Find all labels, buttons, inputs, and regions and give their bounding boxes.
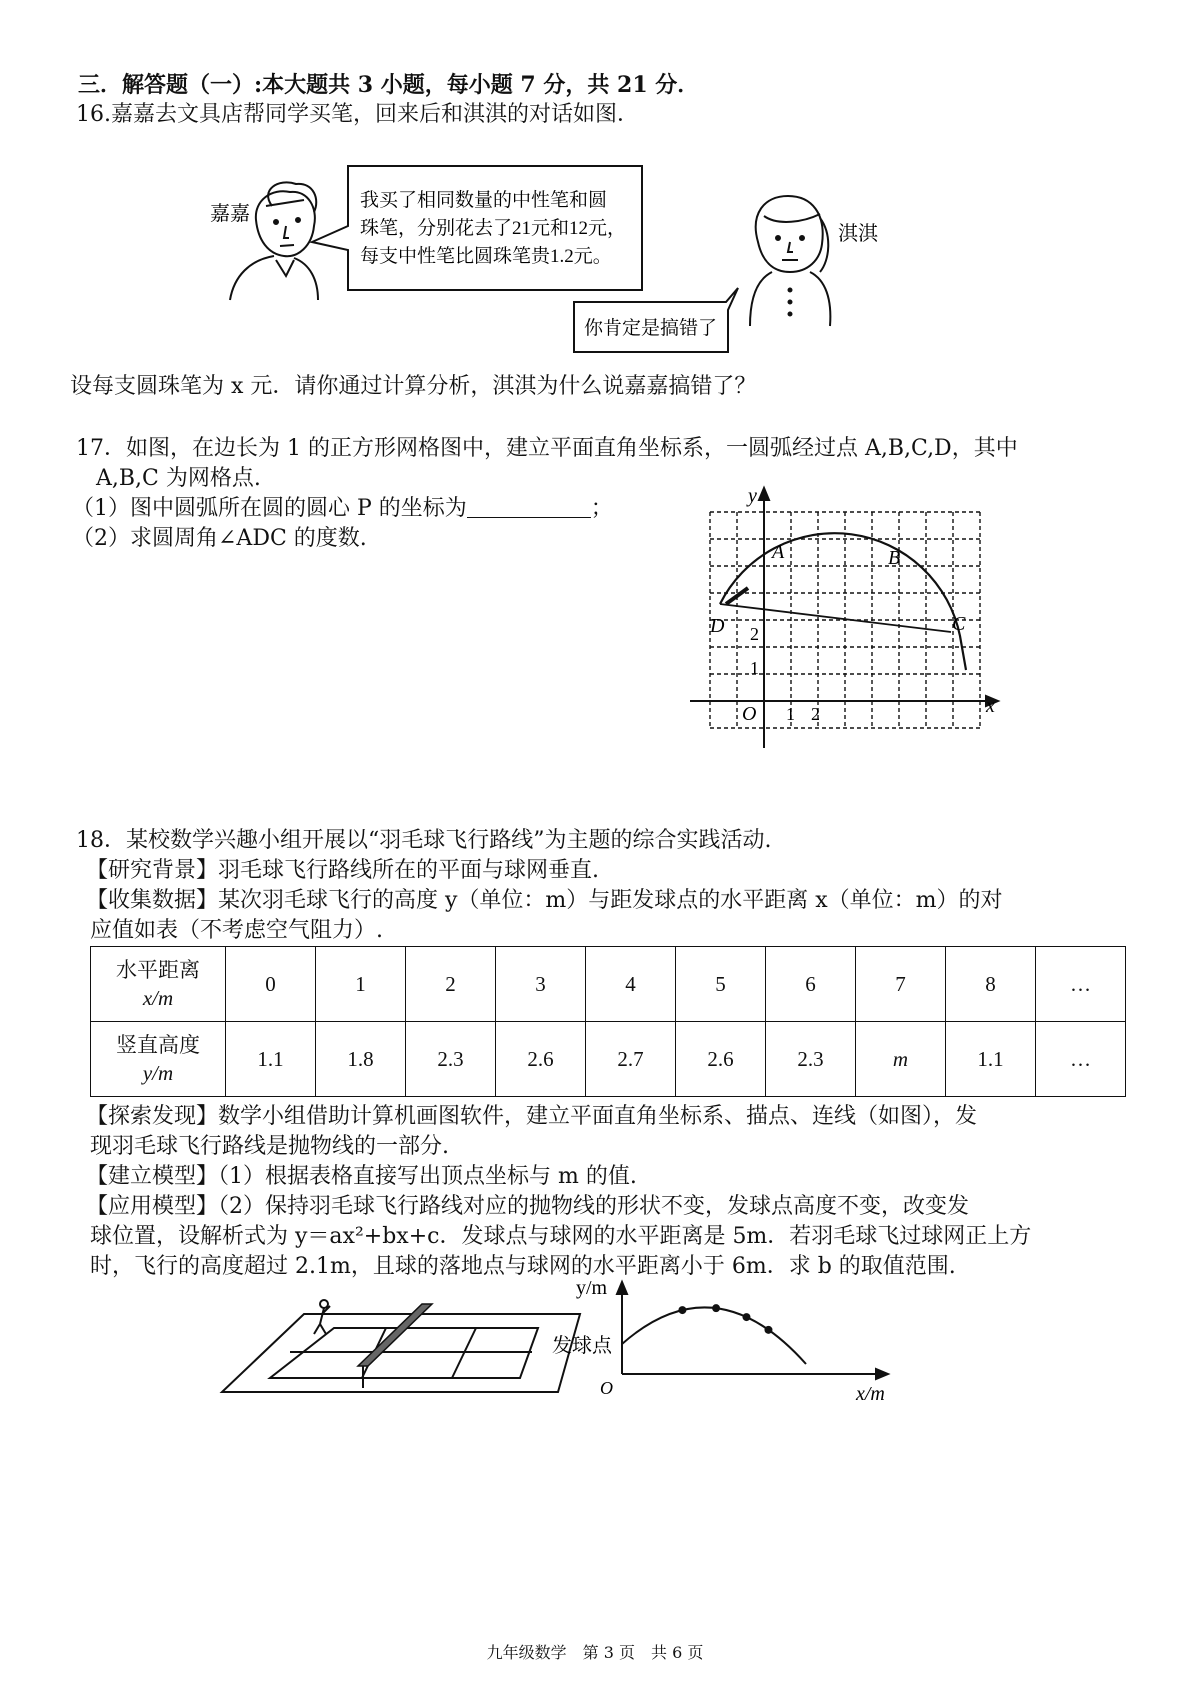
q18-model2-c: 时，飞行的高度超过 2.1m，且球的落地点与球网的水平距离小于 6m．求 b 的取值范围.	[90, 1254, 956, 1279]
q17-line1: 17．如图，在边长为 1 的正方形网格图中，建立平面直角坐标系，一圆弧经过点 A,B,C,D，其中	[76, 436, 1018, 461]
page-footer: 九年级数学 第 3 页 共 6 页	[486, 1643, 704, 1662]
q16-question: 设每支圆珠笔为 x 元．请你通过计算分析，淇淇为什么说嘉嘉搞错了？	[70, 374, 757, 399]
x-tick-1: 1	[786, 704, 795, 724]
q17-part2: （2）求圆周角∠ADC 的度数.	[72, 526, 367, 551]
point-b-label: B	[888, 547, 901, 569]
q18-background: 【研究背景】羽毛球飞行路线所在的平面与球网垂直.	[86, 858, 599, 883]
data-table	[90, 946, 1126, 1097]
parabola-plot	[552, 1277, 900, 1407]
trajectory-curve	[622, 1307, 806, 1364]
table-cell: 2.6	[496, 1022, 586, 1097]
bubble-line-1: 我买了相同数量的中性笔和圆	[360, 190, 608, 211]
q17-part1-text: （1）图中圆弧所在圆的圆心 P 的坐标为	[72, 496, 467, 521]
origin-label: O	[742, 703, 757, 725]
y-axis-label: y	[748, 485, 757, 507]
table-cell: 3	[496, 947, 586, 1022]
section-heading: 三．解答题（一）:本大题共 3 小题，每小题 7 分，共 21 分．	[78, 72, 700, 98]
boy-figure	[230, 182, 318, 300]
y-tick-1: 1	[750, 658, 759, 678]
x-axis-label: x	[986, 695, 995, 717]
bubble-line-2: 珠笔，分别花去了21元和12元，	[360, 218, 627, 239]
girl-figure	[750, 196, 830, 326]
table-cell: 2.3	[406, 1022, 496, 1097]
q16-intro: 16.嘉嘉去文具店帮同学买笔，回来后和淇淇的对话如图．	[76, 102, 639, 127]
q18-line1: 18．某校数学兴趣小组开展以“羽毛球飞行路线”为主题的综合实践活动.	[76, 828, 772, 853]
y-axis-label: y/m	[576, 1277, 608, 1299]
trajectory-point	[764, 1326, 772, 1334]
y-tick-2: 2	[750, 624, 759, 644]
answer-blank	[467, 495, 591, 518]
distance-label: 水平距离	[116, 958, 200, 982]
row-label-distance	[91, 947, 226, 1022]
table-cell: 2	[406, 947, 496, 1022]
table-cell: 1.1	[226, 1022, 316, 1097]
boy-name: 嘉嘉	[210, 203, 250, 225]
table-cell: 8	[946, 947, 1036, 1022]
table-cell: 2.7	[586, 1022, 676, 1097]
x-tick-2: 2	[811, 704, 820, 724]
distance-unit: x/m	[142, 986, 174, 1010]
q17-part1-end: ；	[590, 496, 613, 521]
q17-part1	[72, 494, 613, 524]
trajectory-point	[678, 1306, 686, 1314]
table-cell: 2.3	[766, 1022, 856, 1097]
x-axis-label: x/m	[856, 1383, 885, 1405]
q17-grid-figure	[680, 476, 1010, 766]
q18-collect-b: 应值如表（不考虑空气阻力）.	[90, 918, 383, 943]
serve-point-label: 发球点	[552, 1335, 612, 1357]
height-label: 竖直高度	[116, 1033, 200, 1057]
table-cell: 2.6	[676, 1022, 766, 1097]
table-row-height	[91, 1022, 1126, 1097]
table-row-distance	[91, 947, 1126, 1022]
trajectory-point	[742, 1313, 750, 1321]
q18-model2-a: 【应用模型】（2）保持羽毛球飞行路线对应的抛物线的形状不变，发球点高度不变，改变发	[86, 1194, 970, 1219]
table-cell: m	[856, 1022, 946, 1097]
table-cell: 7	[856, 947, 946, 1022]
bubble-line-3: 每支中性笔比圆珠笔贵1.2元。	[360, 246, 612, 267]
q16-dialogue-illustration	[190, 160, 910, 370]
q18-explore-b: 现羽毛球飞行路线是抛物线的一部分.	[90, 1134, 449, 1159]
girl-name: 淇淇	[838, 223, 878, 245]
table-cell: …	[1036, 1022, 1126, 1097]
table-cell: 4	[586, 947, 676, 1022]
q17-line2: A,B,C 为网格点.	[96, 466, 261, 491]
table-cell: 1.1	[946, 1022, 1036, 1097]
q18-model2-b: 球位置，设解析式为 y＝ax²+bx+c．发球点与球网的水平距离是 5m．若羽毛球飞过球网正上方	[90, 1224, 1032, 1249]
q18-collect-a: 【收集数据】某次羽毛球飞行的高度 y（单位：m）与距发球点的水平距离 x（单位：m）的对	[86, 888, 1003, 913]
badminton-court-illustration	[220, 1290, 580, 1400]
table-cell: …	[1036, 947, 1126, 1022]
origin-label: O	[600, 1378, 613, 1398]
table-cell: 1.8	[316, 1022, 406, 1097]
q18-explore-a: 【探索发现】数学小组借助计算机画图软件，建立平面直角坐标系、描点、连线（如图），发	[86, 1104, 978, 1129]
point-a-label: A	[772, 541, 785, 563]
row-label-height	[91, 1022, 226, 1097]
table-cell: 6	[766, 947, 856, 1022]
table-cell: 1	[316, 947, 406, 1022]
q18-model1: 【建立模型】（1）根据表格直接写出顶点坐标与 m 的值.	[86, 1164, 637, 1189]
player-figure	[314, 1300, 330, 1334]
point-d-label: D	[710, 615, 725, 637]
table-cell: 0	[226, 947, 316, 1022]
trajectory-point	[712, 1304, 720, 1312]
circle-arc	[720, 533, 966, 670]
height-unit: y/m	[142, 1061, 174, 1085]
table-cell: 5	[676, 947, 766, 1022]
point-c-label: C	[952, 613, 966, 635]
reply-text: 你肯定是搞错了	[584, 318, 718, 339]
